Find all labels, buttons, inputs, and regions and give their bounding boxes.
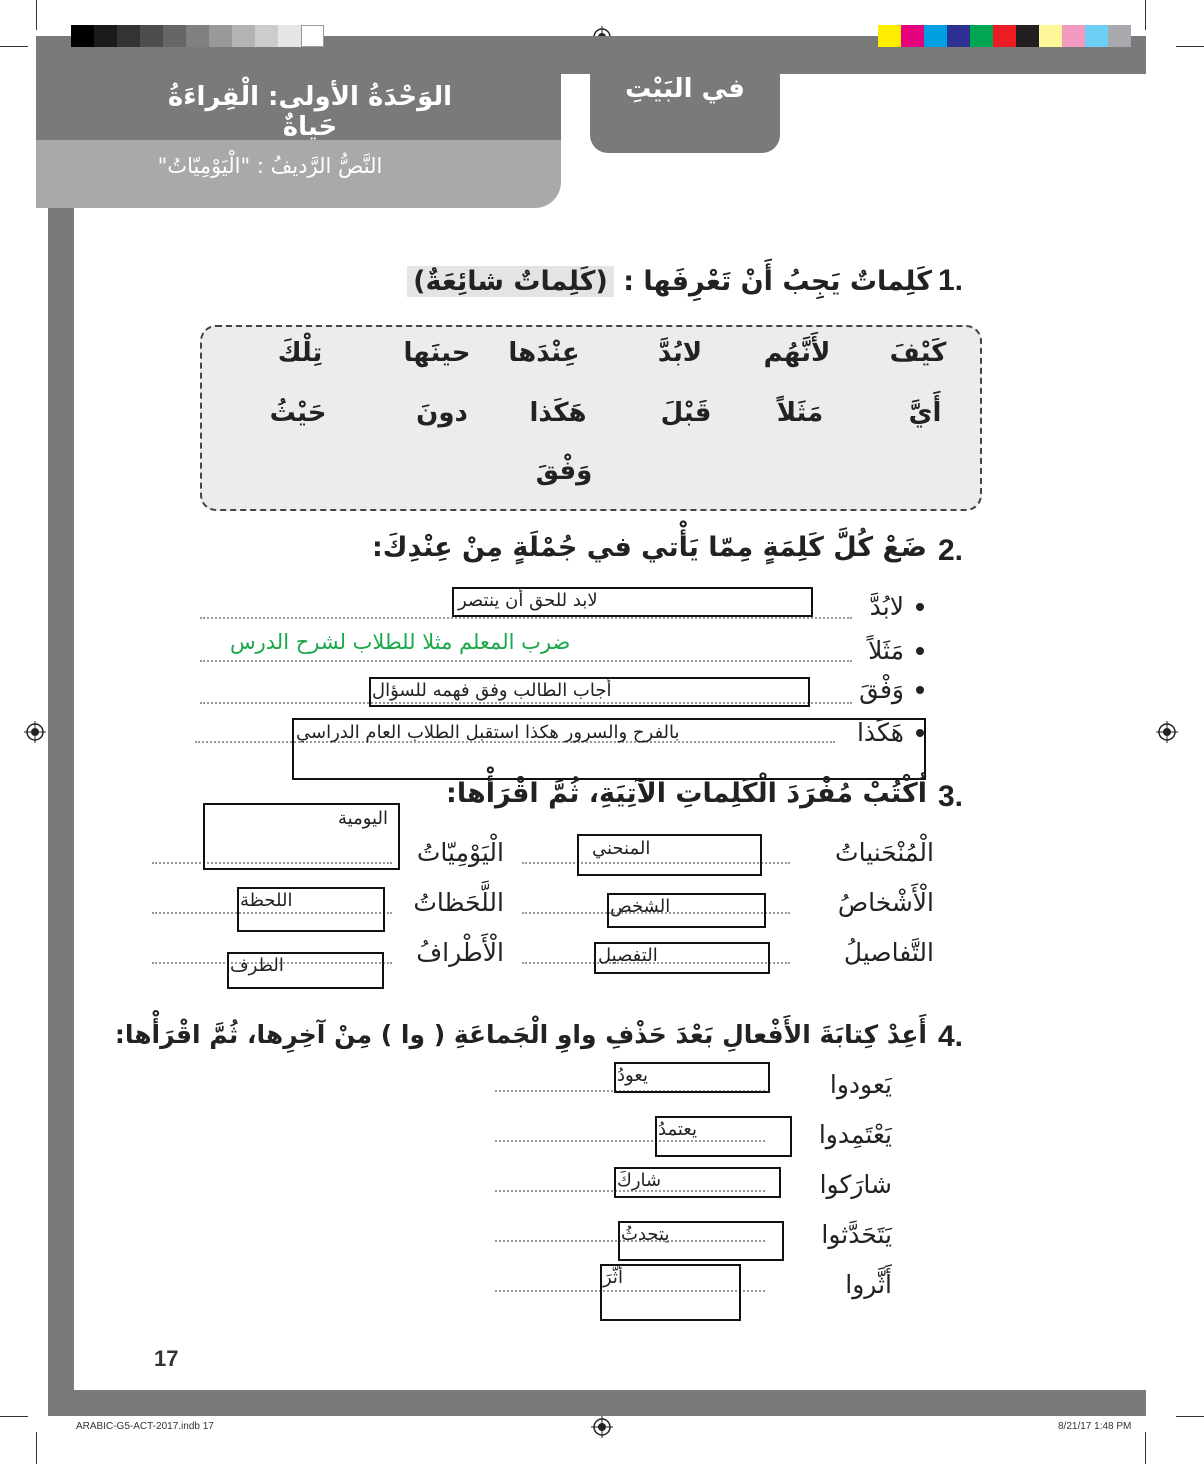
home-tab-label: في البَيْتِ (625, 74, 745, 104)
common-word: عِنْدَها (508, 338, 580, 368)
subtitle: النَّصُّ الرَّديفُ : "الْيَوْمِيّاتُ" (157, 154, 383, 178)
left-frame-bar (48, 36, 74, 1416)
q3-word: اللَّحَظاتُ (413, 888, 504, 917)
q2-word: وَفْقَ (859, 675, 904, 704)
q3-word: الْمُنْحَنياتُ (835, 838, 934, 867)
crop-mark (1145, 1432, 1146, 1464)
gray-swatch (232, 25, 255, 47)
date-slug: 8/21/17 1:48 PM (1058, 1421, 1132, 1432)
common-word: هَكَذا (529, 398, 587, 428)
answer-line (200, 660, 852, 662)
gray-swatch (186, 25, 209, 47)
crop-mark (0, 1416, 28, 1417)
crop-mark (36, 1432, 37, 1464)
color-swatch (1016, 25, 1039, 47)
q4-word: شارَكوا (819, 1170, 892, 1199)
q4-answer: أثّرَ (603, 1267, 623, 1288)
q1-prompt-text: كَلِماتٌ يَجِبُ أَنْ تَعْرِفَها : (623, 266, 932, 297)
gray-swatch (71, 25, 94, 47)
q1-highlight: (كَلِماتٌ شائِعَةٌ) (407, 266, 614, 297)
q4-word: أَثَّروا (845, 1270, 892, 1299)
color-swatch (970, 25, 993, 47)
q4-prompt: أَعِدْ كِتابَةَ الأَفْعالِ بَعْدَ حَذْفِ واوِ الْجَماعَةِ ( وا ) مِنْ آخِرِها، ثُمَّ اقْرَأْها: (114, 1020, 927, 1049)
q4-answer: شاركَ (617, 1170, 662, 1191)
bullet (916, 686, 924, 694)
bottom-frame-bar (48, 1390, 1146, 1416)
file-slug: ARABIC-G5-ACT-2017.indb 17 (76, 1421, 214, 1432)
color-swatch (878, 25, 901, 47)
q4-word: يَعودوا (829, 1070, 892, 1099)
q2-word: هَكَذا (856, 718, 904, 747)
q2-number: 2. (938, 534, 964, 567)
common-word: دونَ (416, 398, 468, 428)
gray-swatch (255, 25, 278, 47)
gray-swatch (301, 25, 324, 47)
common-word: مَثَلاً (776, 398, 824, 428)
gray-swatch (209, 25, 232, 47)
color-swatch (1039, 25, 1062, 47)
q3-prompt: اُكْتُبْ مُفْرَدَ الْكَلِماتِ الآتِيَةِ، ثُمَّ اقْرَأْها: (446, 778, 927, 809)
q3-answer: اللحظة (240, 890, 293, 911)
common-word: لأَنَّهُم (763, 338, 831, 368)
color-swatch (1108, 25, 1131, 47)
q2-answer: أجاب الطالب وفق فهمه للسؤال (372, 680, 612, 701)
q4-answer: يعودُ (617, 1065, 649, 1086)
color-swatch (993, 25, 1016, 47)
unit-title: الوَحْدَةُ الأولى: الْقِراءَةُ حَياةٌ (167, 82, 453, 142)
color-swatch (901, 25, 924, 47)
common-word: وَفْقَ (535, 456, 593, 486)
gray-swatch (94, 25, 117, 47)
q2-prompt: ضَعْ كُلَّ كَلِمَةٍ مِمّا يَأْتي في جُمْلَةٍ مِنْ عِنْدِكَ: (372, 532, 927, 563)
common-word: كَيْفَ (889, 338, 947, 368)
gray-swatch (163, 25, 186, 47)
q2-answer: بالفرح والسرور هكذا استقبل الطلاب العام الدراسي (296, 722, 680, 743)
crop-mark (0, 46, 28, 47)
q4-word: يَتَحَدَّثوا (821, 1220, 892, 1249)
color-swatch (1085, 25, 1108, 47)
q3-answer: المنحني (592, 838, 651, 859)
gray-swatch (140, 25, 163, 47)
crop-mark (36, 0, 37, 30)
crop-mark (1176, 1416, 1204, 1417)
common-word: حَيْثُ (269, 398, 327, 428)
q3-answer: الشخص (610, 896, 671, 917)
gray-swatch (278, 25, 301, 47)
q4-answer: يعتمدُ (658, 1119, 697, 1140)
q3-number: 3. (938, 780, 964, 813)
common-word: تِلْكَ (277, 338, 323, 368)
common-word: قَبْلَ (660, 398, 712, 428)
crop-mark (1176, 46, 1204, 47)
q4-number: 4. (938, 1020, 964, 1053)
color-swatch (924, 25, 947, 47)
common-word: لابُدَّ (657, 338, 703, 368)
common-word: أَيَّ (908, 398, 942, 428)
gray-swatch (117, 25, 140, 47)
q3-answer: اليومية (338, 808, 388, 829)
crop-mark (1145, 0, 1146, 30)
color-swatch (947, 25, 970, 47)
q4-word: يَعْتَمِدوا (818, 1120, 892, 1149)
q3-answer: التفصيل (598, 945, 658, 966)
registration-mark-icon (591, 1416, 613, 1438)
bullet (916, 647, 924, 655)
q3-word: الْيَوْمِيّاتُ (416, 838, 504, 867)
registration-mark-icon (1156, 721, 1178, 743)
q3-word: التَّفاصيلُ (843, 938, 934, 967)
registration-mark-icon (24, 721, 46, 743)
q1-prompt (407, 266, 932, 297)
q4-answer: يتحدثُ (621, 1224, 670, 1245)
common-word: حينَها (403, 338, 471, 368)
q2-answer-green: ضرب المعلم مثلا للطلاب لشرح الدرس (230, 630, 571, 654)
q2-word: مَثَلاً (868, 636, 904, 665)
q1-number: 1. (938, 264, 964, 297)
q2-answer: لابد للحق أن ينتصر (458, 590, 598, 611)
color-swatch (1062, 25, 1085, 47)
q2-word: لابُدَّ (869, 592, 904, 621)
bullet (916, 603, 924, 611)
q3-word: الْأَشْخاصُ (837, 888, 934, 917)
answer-line (200, 617, 852, 619)
q3-answer: الطرف (230, 955, 284, 976)
q3-word: الْأَطْرافُ (416, 938, 504, 967)
page-number: 17 (154, 1346, 179, 1371)
